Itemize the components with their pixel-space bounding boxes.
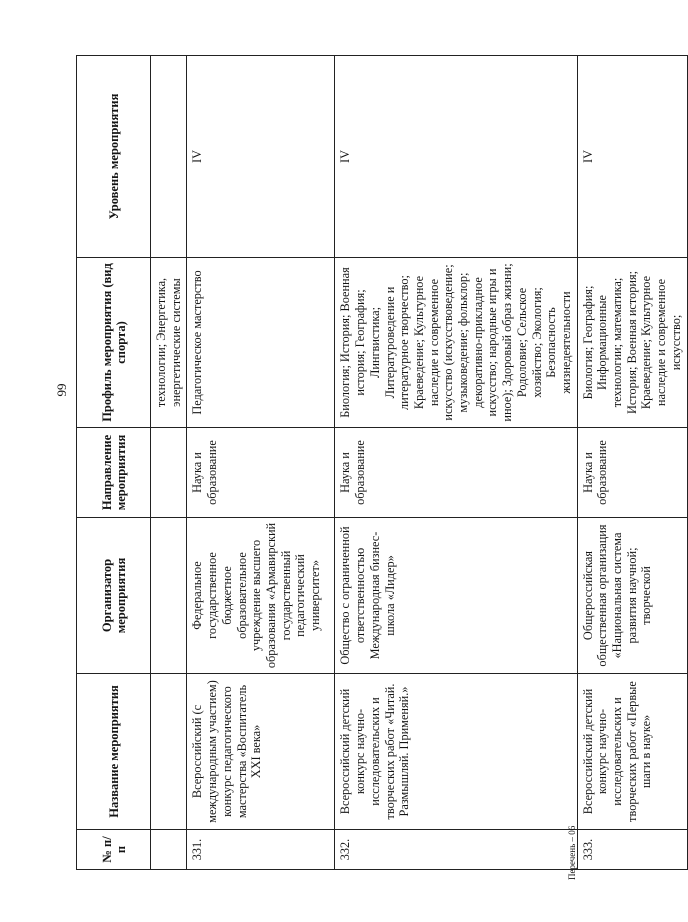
header-num: № п/п <box>77 830 151 870</box>
table-row <box>335 56 577 870</box>
row-num: 333. <box>577 830 687 870</box>
table-row <box>187 56 335 870</box>
header-organizer: Организатор мероприятия <box>77 518 151 674</box>
continuation-direction <box>151 428 187 518</box>
row-level: IV <box>187 56 335 258</box>
page-number: 99 <box>54 383 69 397</box>
continuation-level <box>151 56 187 258</box>
continuation-num <box>151 830 187 870</box>
table-header-row <box>77 56 151 870</box>
row-organizer: Общероссийская общественная организация «Национальная система развития научной; творческой <box>577 518 687 674</box>
table-row <box>577 56 687 870</box>
row-direction: Наука и образование <box>335 428 577 518</box>
continuation-name <box>151 674 187 830</box>
footer-note: Перечень – 06 <box>567 825 577 880</box>
row-name: Всероссийский детский конкурс научно-исследовательских и творческих работ «Читай. Размышляй. Применяй.» <box>335 674 577 830</box>
row-profile: Педагогическое мастерство <box>187 258 335 428</box>
continuation-profile: технологии; Энергетика, энергетические системы <box>151 258 187 428</box>
row-num: 331. <box>187 830 335 870</box>
row-organizer: Федеральное государственное бюджетное образовательное учреждение высшего образования «Армавирский государственный педагогический университет» <box>187 518 335 674</box>
continuation-row <box>151 56 187 870</box>
row-level: IV <box>577 56 687 258</box>
continuation-organizer <box>151 518 187 674</box>
row-name: Всероссийский (с международным участием) конкурс педагогического мастерства «Воспитатель XXI века» <box>187 674 335 830</box>
row-direction: Наука и образование <box>577 428 687 518</box>
header-profile: Профиль мероприятия (вид спорта) <box>77 258 151 428</box>
events-table-container <box>76 56 683 870</box>
header-direction: Направление мероприятия <box>77 428 151 518</box>
row-level: IV <box>335 56 577 258</box>
row-organizer: Общество с ограниченной ответственностью Международная бизнес-школа «Лидер» <box>335 518 577 674</box>
row-profile: Биология; География; Информационные технологии; математика; История; Военная история; Краеведение; Культурное наследие и современное искусство; <box>577 258 687 428</box>
header-level: Уровень мероприятия <box>77 56 151 258</box>
events-table <box>76 55 688 870</box>
row-direction: Наука и образование <box>187 428 335 518</box>
row-num: 332. <box>335 830 577 870</box>
header-name: Название мероприятия <box>77 674 151 830</box>
row-name: Всероссийский детский конкурс научно-исследовательских и творческих работ «Первые шаги в науке» <box>577 674 687 830</box>
row-profile: Биология; История; Военная история; География; Лингвистика; Литературоведение и литературное творчество; Краеведение; Культурное наследие и современное искусство (искусствоведение; музыковедение; фольклор; декоративно-прикладное искусство; народные игры и иное); Здоровый образ жизни; Родоловие; Сельское хозяйство; Экология; Безопасность жизнедеятельности <box>335 258 577 428</box>
